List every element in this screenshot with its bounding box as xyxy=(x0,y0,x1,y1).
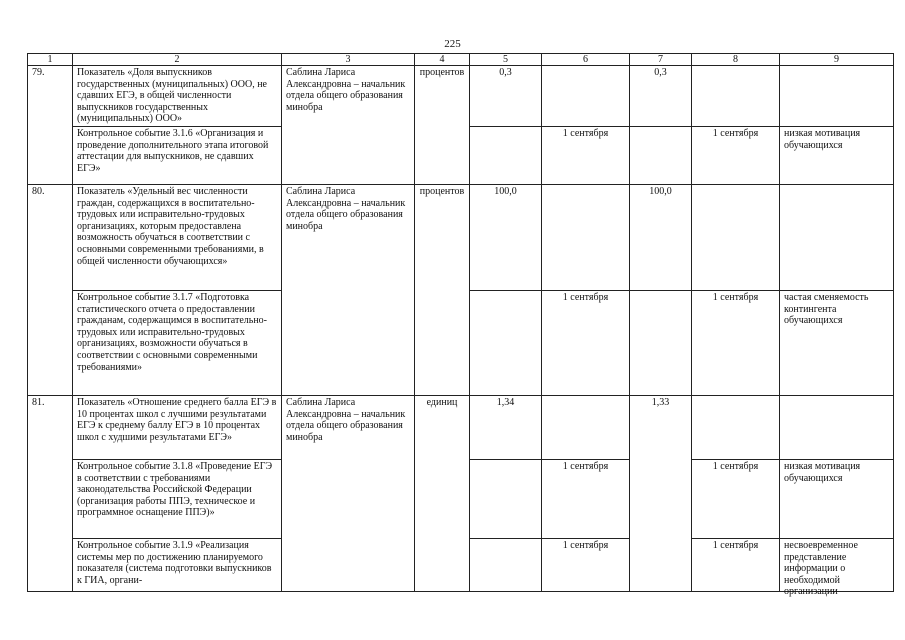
responsible-person: Саблина Лариса Александровна – начальник отдела общего образования минобра xyxy=(282,184,415,395)
risk-text-clip: несвоевременное представление информации о необходимой организации xyxy=(784,539,858,598)
col-header-1: 1 xyxy=(28,54,73,66)
event-date-forecast: 1 сентября xyxy=(692,290,780,395)
empty-cell xyxy=(692,395,780,459)
indicator-text: Показатель «Удельный вес численности граждан, содержащихся в воспитательно-трудовых или исправительно-трудовых организациях, которым предоставлена возможность обучаться в соответствии с основными современными требованиями, в общей численности обучающихся» xyxy=(73,184,282,290)
control-event-text-clip: Контрольное событие 3.1.9 «Реализация системы мер по достижению планируемого показателя (система подготовки выпускников к ГИА, органи- xyxy=(77,539,272,586)
event-date-plan: 1 сентября xyxy=(542,459,630,538)
table-row xyxy=(28,395,894,459)
empty-cell xyxy=(780,395,894,459)
risk-text: низкая мотивация обучающихся xyxy=(780,459,894,538)
empty-cell xyxy=(470,538,542,591)
event-date-plan: 1 сентября xyxy=(542,126,630,184)
event-date-forecast: 1 сентября xyxy=(692,538,780,591)
control-event-text: Контрольное событие 3.1.8 «Проведение ЕГЭ в соответствии с требованиями законодательства Российской Федерации (организация работы ППЭ, техническое и программное оснащение ППЭ)» xyxy=(73,459,282,538)
responsible-person: Саблина Лариса Александровна – начальник отдела общего образования минобра xyxy=(282,395,415,591)
forecast-value: 1,33 xyxy=(630,395,692,591)
planned-value: 100,0 xyxy=(470,184,542,290)
risk-text xyxy=(780,538,894,598)
event-date-plan: 1 сентября xyxy=(542,538,630,591)
empty-cell xyxy=(780,184,894,290)
col-header-5: 5 xyxy=(470,54,542,66)
unit: процентов xyxy=(415,184,470,395)
empty-cell xyxy=(542,395,630,459)
empty-cell xyxy=(692,66,780,127)
col-header-3: 3 xyxy=(282,54,415,66)
control-event-text: Контрольное событие 3.1.7 «Подготовка статистического отчета о предоставлении гражданам, содержащимся в воспитательно-трудовых или исправительно-трудовых организациях, возможности обучаться в соответствии с основными современными требованиями» xyxy=(73,290,282,395)
empty-cell xyxy=(692,184,780,290)
control-event-text xyxy=(73,538,282,591)
risk-text: частая сменяемость контингента обучающихся xyxy=(780,290,894,395)
forecast-value: 100,0 xyxy=(630,184,692,290)
header-row xyxy=(28,54,894,66)
empty-cell xyxy=(630,126,692,184)
col-header-8: 8 xyxy=(692,54,780,66)
event-date-forecast: 1 сентября xyxy=(692,459,780,538)
row-number: 79. xyxy=(28,66,73,185)
plan-table xyxy=(27,53,894,598)
empty-cell xyxy=(542,184,630,290)
indicator-text: Показатель «Отношение среднего балла ЕГЭ в 10 процентах школ с лучшими результатами ЕГЭ к среднему баллу ЕГЭ в 10 процентах школ с худшими результатами ЕГЭ» xyxy=(73,395,282,459)
col-header-7: 7 xyxy=(630,54,692,66)
forecast-value: 0,3 xyxy=(630,66,692,127)
event-date-forecast: 1 сентября xyxy=(692,126,780,184)
empty-cell xyxy=(470,459,542,538)
table-row xyxy=(28,184,894,290)
unit: процентов xyxy=(415,66,470,185)
row-number: 81. xyxy=(28,395,73,591)
responsible-person: Саблина Лариса Александровна – начальник отдела общего образования минобра xyxy=(282,66,415,185)
page-number: 225 xyxy=(444,38,461,50)
table-row xyxy=(28,66,894,127)
empty-cell xyxy=(470,290,542,395)
empty-cell xyxy=(780,66,894,127)
control-event-text: Контрольное событие 3.1.6 «Организация и проведение дополнительного этапа итоговой аттестации для выпускников, не сдавших ЕГЭ» xyxy=(73,126,282,184)
col-header-2: 2 xyxy=(73,54,282,66)
empty-cell xyxy=(630,290,692,395)
col-header-6: 6 xyxy=(542,54,630,66)
empty-cell xyxy=(470,126,542,184)
planned-value: 0,3 xyxy=(470,66,542,127)
empty-cell xyxy=(542,66,630,127)
planned-value: 1,34 xyxy=(470,395,542,459)
row-number: 80. xyxy=(28,184,73,395)
risk-text: низкая мотивация обучающихся xyxy=(780,126,894,184)
unit: единиц xyxy=(415,395,470,591)
event-date-plan: 1 сентября xyxy=(542,290,630,395)
indicator-text: Показатель «Доля выпускников государственных (муниципальных) ООО, не сдавших ЕГЭ, в общей численности выпускников государственных (муниципальных) ООО» xyxy=(73,66,282,127)
col-header-9: 9 xyxy=(780,54,894,66)
col-header-4: 4 xyxy=(415,54,470,66)
